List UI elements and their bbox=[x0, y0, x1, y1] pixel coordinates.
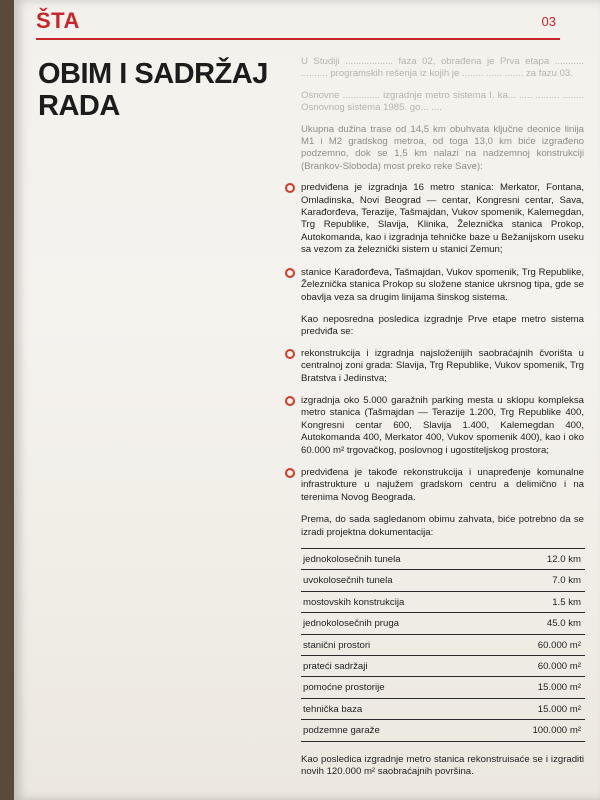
bullet-text: izgradnja oko 5.000 garažnih parking mesta u sklopu kompleksa metro stanica (Tašmajdan — Terazije 1.200, Trg Republike 400, Kongresni centar 600, Slavija 1.400, Kalemegdan 400, Autokomanda 400, Merkator 400, Vukov spomenik 400), kao i oko 60.000 m² trgovačkog, poslovnog i ugostiteljskog prostora; bbox=[301, 394, 584, 456]
table-value: 1.5 km bbox=[488, 591, 585, 612]
table-value: 45.0 km bbox=[488, 613, 585, 634]
table-label: jednokolosečnih pruga bbox=[301, 613, 488, 634]
intro-paragraph-2: Osnovne .............. izgradnje metro sistema I. ka... ..... ......... ........ Osnovnog sistema 1985. go... .... bbox=[301, 89, 584, 114]
table-row bbox=[301, 656, 585, 677]
table-value: 60.000 m² bbox=[488, 634, 585, 655]
table-row bbox=[301, 634, 585, 655]
table-row bbox=[301, 698, 585, 719]
lead-in-paragraph: Kao neposredna posledica izgradnje Prve etape metro sistema predviđa se: bbox=[301, 313, 584, 338]
bullet-item bbox=[301, 267, 584, 304]
bullet-text: predviđena je takođe rekonstrukcija i unapređenje komunalne infrastrukture u najužem gradskom centru a delimično i na terenima Novog Beograda. bbox=[301, 466, 584, 503]
table-value: 12.0 km bbox=[488, 549, 585, 570]
table-label: tehnička baza bbox=[301, 698, 488, 719]
table-value: 60.000 m² bbox=[488, 656, 585, 677]
bullet-item bbox=[301, 467, 584, 504]
table-row bbox=[301, 549, 585, 570]
table-label: jednokolosečnih tunela bbox=[301, 549, 488, 570]
bullet-text: stanice Karađorđeva, Tašmajdan, Vukov spomenik, Trg Republike, Železnička stanica Prokop su složene stanice ukrsnog tipa, gde se obavlja veza sa drugim linijama šinskog sistema. bbox=[301, 266, 584, 303]
body-column bbox=[284, 56, 584, 778]
bullet-text: predviđena je izgradnja 16 metro stanica: Merkator, Fontana, Omladinska, Novi Beograd — centar, Kongresni centar, Sava, Karađorđeva, Terazije, Tašmajdan, Vukov spomenik, Kalemegdan, Trg Republike, Slavija, Klinika, Železnička stanica Prokop, Autokomanda, kao i izgradnja tehničke baze u Bežanijskom useku sa vezom za železnički sistem u stanici Zemun; bbox=[301, 182, 584, 256]
table-label: uvokolosečnih tunela bbox=[301, 570, 488, 591]
table-row bbox=[301, 720, 585, 741]
bullet-item bbox=[301, 182, 584, 256]
intro-paragraph-1: U Studiji .................. faza 02, obrađena je Prva etapa ........... .......... programskih rešenja iz kojih je ........ ...... ....... za fazu 03. bbox=[301, 56, 584, 80]
bullet-circle-icon bbox=[285, 468, 295, 478]
bullet-circle-icon bbox=[285, 268, 295, 278]
documentation-table bbox=[301, 548, 585, 742]
table-label: prateći sadržaji bbox=[301, 656, 488, 677]
bullet-text: rekonstrukcija i izgradnja najsloženijih saobraćajnih čvorišta u centralnoj zoni grada: Slavija, Trg Republike, Vukov spomenik, Trg Bratstva i Jedinstva; bbox=[301, 347, 584, 384]
header-rule bbox=[36, 38, 560, 40]
closing-paragraph: Kao posledica izgradnje metro stanica rekonstruisaće se i izgraditi novih 120.000 m² saobraćajnih površina. bbox=[301, 753, 584, 778]
table-value: 100.000 m² bbox=[488, 720, 585, 741]
brand-mark: ŠTA bbox=[36, 8, 80, 33]
table-value: 15.000 m² bbox=[488, 698, 585, 719]
bullet-item bbox=[301, 395, 584, 457]
bullet-circle-icon bbox=[285, 349, 295, 359]
table-row bbox=[301, 677, 585, 698]
intro-paragraph-3: Ukupna dužina trase od 14,5 km obuhvata ključne deonice linija M1 i M2 gradskog metroa, od toga 13,0 km biće izgrađeno podzemno, dok se 1,5 km nalazi na nadzemnoj konstrukciji (Brankov-Sloboda) most preko reke Save): bbox=[301, 123, 584, 172]
table-row bbox=[301, 613, 585, 634]
table-value: 7.0 km bbox=[488, 570, 585, 591]
bullet-circle-icon bbox=[285, 183, 295, 193]
table-value: 15.000 m² bbox=[488, 677, 585, 698]
bullet-circle-icon bbox=[285, 396, 295, 406]
bullet-item bbox=[301, 348, 584, 385]
page-number: 03 bbox=[541, 14, 556, 29]
document-page bbox=[14, 0, 600, 800]
table-label: pomoćne prostorije bbox=[301, 677, 488, 698]
table-label: mostovskih konstrukcija bbox=[301, 591, 488, 612]
table-intro-paragraph: Prema, do sada sagledanom obimu zahvata, biće potrebno da se izradi projektna dokumentacija: bbox=[301, 514, 584, 538]
table-label: podzemne garaže bbox=[301, 720, 488, 741]
table-row bbox=[301, 591, 585, 612]
page-title: OBIM I SADRŽAJ RADA bbox=[38, 58, 268, 122]
table-label: stanični prostori bbox=[301, 634, 488, 655]
table-row bbox=[301, 570, 585, 591]
